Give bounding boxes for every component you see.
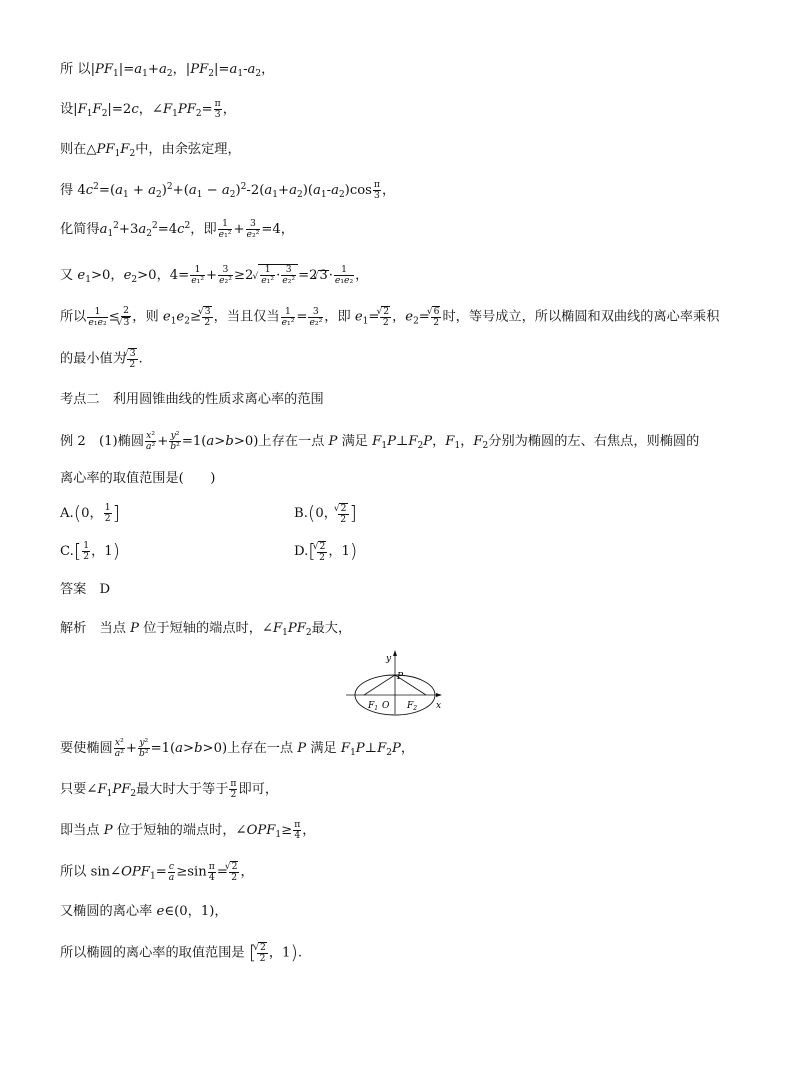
label-p: P bbox=[397, 672, 404, 682]
example-2-line-2: 离心率的取值范围是( ) bbox=[60, 471, 216, 486]
line-3: 则在$\triangle PF_1F_2$中，由余弦定理， bbox=[60, 142, 241, 159]
label-y: y bbox=[386, 654, 392, 664]
line-6: 又 $e_1>0$，$e_2>0$，4= $\frac{1}{\text{e₁²}}$ + $\frac{3}{\text{e₂²}}$ ≥2 √ $\frac{1}{\text{e₁²}}$ · $\frac{3}{\text{e₂²}}$ =2√ 3· $\frac{1}{\text{e₁e₂}}$ ， bbox=[60, 264, 368, 286]
solution-line-1: 要使椭圆 $\frac{\text{x²}}{\text{a²}}$ + $\frac{\text{y²}}{\text{b²}}$ =1(a>b>0)上存在一点 P 满足 $F_1P\perp F_2P$， bbox=[60, 737, 415, 759]
option-a: A.(0， $\frac{1}{2}$ ] bbox=[60, 502, 120, 524]
section-heading: 考点二 利用圆锥曲线的性质求离心率的范围 bbox=[60, 392, 324, 407]
solution-line-6: 所以椭圆的离心率的取值范围是 [ √ $\frac{2}{2}$ ，1). bbox=[60, 942, 302, 964]
analysis-line-1: 解析 当点 P 位于短轴的端点时，$\angle F_1PF_2$最大， bbox=[60, 621, 352, 638]
line-2: 设$|F_1F_2|=2c$，$\angle F_1PF_2=$ $\frac{\pi}{3}$ ， bbox=[60, 98, 236, 120]
solution-line-2: 只要$\angle F_1PF_2$最大时大于等于 $\frac{\pi}{2}$ 即可， bbox=[60, 778, 279, 800]
solution-line-5: 又椭圆的离心率 e∈(0，1)， bbox=[60, 904, 228, 919]
option-b: B.(0， √ $\frac{2}{2}$ ] bbox=[294, 502, 357, 525]
line-4: 得 $4c^2=(a_1 + a_2)^2+(a_1 - a_2)^2-2(a_1+a_2)(a_1-a_2)\cos$ $\frac{\pi}{3}$ ， bbox=[60, 179, 396, 201]
label-f2: $F_2$ bbox=[407, 701, 418, 712]
option-c: C.[ $\frac{1}{2}$ ，1) bbox=[60, 540, 121, 562]
line-7: 所以 $\frac{1}{\text{e₁e₂}}$ ≤ 2 √ 3 ，则 $e_1e_2\ge$ √ $\frac{3}{2}$ ，当且仅当 $\frac{1}{\text{e₁²}}$ = $\frac{3}{\text{e₂²}}$ ，即 $e_1=$ √ $\frac{2}{2}$ ，$e_2=$ √ $\frac{6}{2}$ 时，等号成立，所以椭圆和双曲线的离心率乘积 bbox=[60, 306, 719, 328]
option-d: D.[ √ $\frac{2}{2}$ ，1) bbox=[294, 540, 357, 563]
line-5: 化简得$a_1^2+3a_2^2=4c^2$，即 $\frac{1}{\text{e₁²}}$ + $\frac{3}{\text{e₂²}}$ =4， bbox=[60, 218, 294, 240]
label-o: O bbox=[382, 701, 390, 711]
label-x: x bbox=[436, 701, 442, 711]
line-8: 的最小值为 √ $\frac{3}{2}$ . bbox=[60, 348, 143, 370]
answer: 答案 D bbox=[60, 582, 111, 597]
ellipse-figure bbox=[340, 648, 460, 718]
label-f1: $F_1$ bbox=[368, 701, 379, 712]
solution-line-3: 即当点 P 位于短轴的端点时，$\angle OPF_1\ge$ $\frac{\pi}{4}$ ， bbox=[60, 819, 316, 841]
example-2-line-1: 例 2 (1)椭圆 $\frac{\text{x²}}{\text{a²}}$ + $\frac{\text{y²}}{\text{b²}}$ =1(a>b>0)上存在一点 P 满足 $F_1P\perp F_2P$，$F_1$，$F_2$分别为椭圆的左、右焦点，则椭圆的 bbox=[60, 430, 700, 452]
segment-pf1 bbox=[364, 675, 395, 695]
solution-line-4: 所以 $\sin\angle OPF_1=$ $\frac{c}{a}$ ≥sin $\frac{\pi}{4}$ = √ $\frac{2}{2}$ ， bbox=[60, 861, 254, 883]
line-1: 所 以$|PF_1|=a_1+a_2$，$|PF_2|=a_1-a_2$， bbox=[60, 62, 275, 79]
